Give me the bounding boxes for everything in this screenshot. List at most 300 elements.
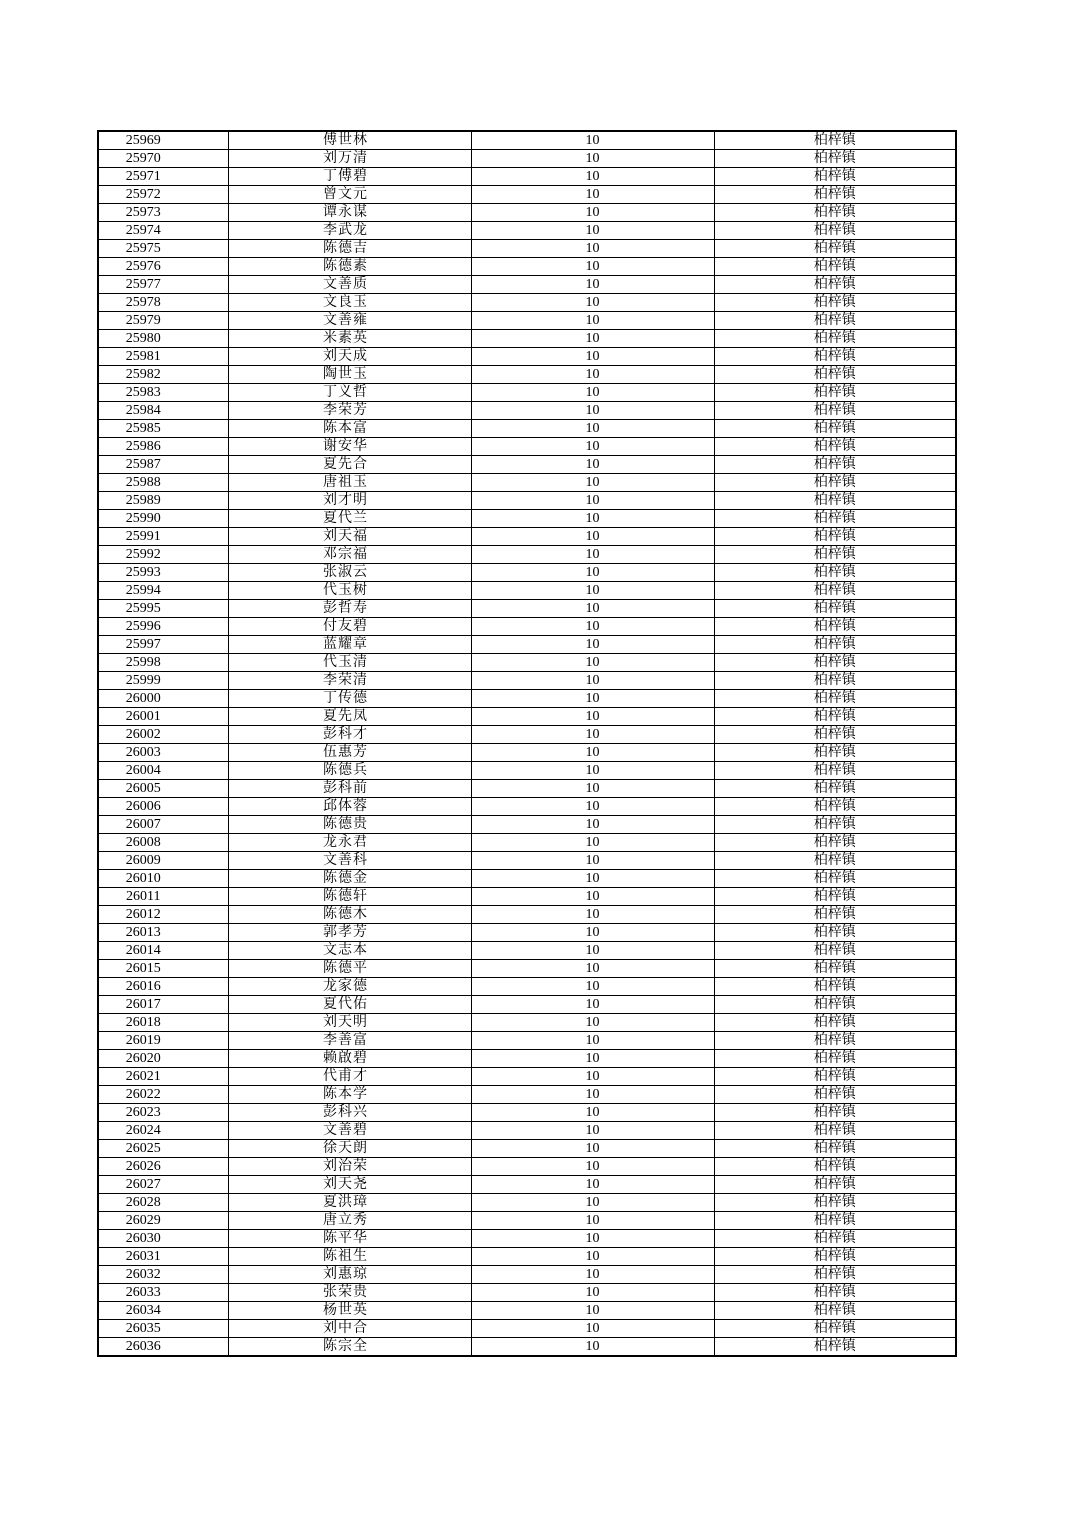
table-row bbox=[98, 1212, 956, 1230]
person-name-cell: 米素英 bbox=[228, 330, 471, 348]
serial-number-cell: 26010 bbox=[98, 870, 228, 888]
person-name-cell: 张荣贵 bbox=[228, 1284, 471, 1302]
serial-number-cell: 26022 bbox=[98, 1086, 228, 1104]
person-name-cell: 文良玉 bbox=[228, 294, 471, 312]
person-name-cell: 陈德素 bbox=[228, 258, 471, 276]
table-row bbox=[98, 186, 956, 204]
serial-number-cell: 25999 bbox=[98, 672, 228, 690]
serial-number-cell: 25979 bbox=[98, 312, 228, 330]
table-row bbox=[98, 384, 956, 402]
serial-number-cell: 26032 bbox=[98, 1266, 228, 1284]
amount-cell: 10 bbox=[471, 528, 714, 546]
amount-cell: 10 bbox=[471, 942, 714, 960]
person-name-cell: 代玉清 bbox=[228, 654, 471, 672]
table-row bbox=[98, 1176, 956, 1194]
town-cell: 柏梓镇 bbox=[714, 510, 956, 528]
town-cell: 柏梓镇 bbox=[714, 384, 956, 402]
person-name-cell: 杨世英 bbox=[228, 1302, 471, 1320]
serial-number-cell: 26021 bbox=[98, 1068, 228, 1086]
table-row bbox=[98, 222, 956, 240]
person-name-cell: 陈本学 bbox=[228, 1086, 471, 1104]
table-row bbox=[98, 942, 956, 960]
amount-cell: 10 bbox=[471, 1266, 714, 1284]
serial-number-cell: 25982 bbox=[98, 366, 228, 384]
person-name-cell: 蓝耀章 bbox=[228, 636, 471, 654]
amount-cell: 10 bbox=[471, 1158, 714, 1176]
town-cell: 柏梓镇 bbox=[714, 816, 956, 834]
person-name-cell: 陈平华 bbox=[228, 1230, 471, 1248]
town-cell: 柏梓镇 bbox=[714, 1230, 956, 1248]
person-name-cell: 伍惠芳 bbox=[228, 744, 471, 762]
person-name-cell: 唐祖玉 bbox=[228, 474, 471, 492]
table-row bbox=[98, 816, 956, 834]
serial-number-cell: 26000 bbox=[98, 690, 228, 708]
person-name-cell: 刘天尧 bbox=[228, 1176, 471, 1194]
town-cell: 柏梓镇 bbox=[714, 1302, 956, 1320]
amount-cell: 10 bbox=[471, 222, 714, 240]
person-name-cell: 彭科才 bbox=[228, 726, 471, 744]
town-cell: 柏梓镇 bbox=[714, 600, 956, 618]
amount-cell: 10 bbox=[471, 258, 714, 276]
person-name-cell: 李荣清 bbox=[228, 672, 471, 690]
serial-number-cell: 26017 bbox=[98, 996, 228, 1014]
table-row bbox=[98, 978, 956, 996]
amount-cell: 10 bbox=[471, 420, 714, 438]
town-cell: 柏梓镇 bbox=[714, 150, 956, 168]
table-row bbox=[98, 366, 956, 384]
table-row bbox=[98, 1140, 956, 1158]
person-name-cell: 夏先凤 bbox=[228, 708, 471, 726]
table-row bbox=[98, 258, 956, 276]
serial-number-cell: 25998 bbox=[98, 654, 228, 672]
amount-cell: 10 bbox=[471, 330, 714, 348]
person-name-cell: 刘天明 bbox=[228, 1014, 471, 1032]
serial-number-cell: 26011 bbox=[98, 888, 228, 906]
amount-cell: 10 bbox=[471, 312, 714, 330]
serial-number-cell: 25993 bbox=[98, 564, 228, 582]
amount-cell: 10 bbox=[471, 582, 714, 600]
table-row bbox=[98, 1320, 956, 1338]
town-cell: 柏梓镇 bbox=[714, 1032, 956, 1050]
amount-cell: 10 bbox=[471, 204, 714, 222]
amount-cell: 10 bbox=[471, 924, 714, 942]
serial-number-cell: 26024 bbox=[98, 1122, 228, 1140]
serial-number-cell: 25987 bbox=[98, 456, 228, 474]
amount-cell: 10 bbox=[471, 996, 714, 1014]
amount-cell: 10 bbox=[471, 654, 714, 672]
person-name-cell: 代玉树 bbox=[228, 582, 471, 600]
serial-number-cell: 25988 bbox=[98, 474, 228, 492]
town-cell: 柏梓镇 bbox=[714, 744, 956, 762]
serial-number-cell: 25983 bbox=[98, 384, 228, 402]
amount-cell: 10 bbox=[471, 888, 714, 906]
amount-cell: 10 bbox=[471, 474, 714, 492]
serial-number-cell: 26006 bbox=[98, 798, 228, 816]
town-cell: 柏梓镇 bbox=[714, 1266, 956, 1284]
amount-cell: 10 bbox=[471, 636, 714, 654]
amount-cell: 10 bbox=[471, 1176, 714, 1194]
table-row bbox=[98, 456, 956, 474]
serial-number-cell: 25981 bbox=[98, 348, 228, 366]
table-row bbox=[98, 1086, 956, 1104]
amount-cell: 10 bbox=[471, 1320, 714, 1338]
amount-cell: 10 bbox=[471, 816, 714, 834]
person-name-cell: 付友碧 bbox=[228, 618, 471, 636]
table-row bbox=[98, 708, 956, 726]
roster-table-body bbox=[98, 131, 956, 1356]
table-row bbox=[98, 1014, 956, 1032]
town-cell: 柏梓镇 bbox=[714, 834, 956, 852]
amount-cell: 10 bbox=[471, 834, 714, 852]
amount-cell: 10 bbox=[471, 546, 714, 564]
amount-cell: 10 bbox=[471, 852, 714, 870]
serial-number-cell: 25984 bbox=[98, 402, 228, 420]
town-cell: 柏梓镇 bbox=[714, 330, 956, 348]
person-name-cell: 夏代兰 bbox=[228, 510, 471, 528]
person-name-cell: 李荣芳 bbox=[228, 402, 471, 420]
town-cell: 柏梓镇 bbox=[714, 1158, 956, 1176]
person-name-cell: 傅世林 bbox=[228, 131, 471, 150]
table-row bbox=[98, 1266, 956, 1284]
amount-cell: 10 bbox=[471, 1194, 714, 1212]
person-name-cell: 代甫才 bbox=[228, 1068, 471, 1086]
person-name-cell: 刘治荣 bbox=[228, 1158, 471, 1176]
amount-cell: 10 bbox=[471, 906, 714, 924]
amount-cell: 10 bbox=[471, 672, 714, 690]
person-name-cell: 文善质 bbox=[228, 276, 471, 294]
person-name-cell: 曾文元 bbox=[228, 186, 471, 204]
person-name-cell: 郭孝芳 bbox=[228, 924, 471, 942]
amount-cell: 10 bbox=[471, 1212, 714, 1230]
serial-number-cell: 26012 bbox=[98, 906, 228, 924]
table-row bbox=[98, 1248, 956, 1266]
amount-cell: 10 bbox=[471, 1230, 714, 1248]
serial-number-cell: 26026 bbox=[98, 1158, 228, 1176]
amount-cell: 10 bbox=[471, 348, 714, 366]
amount-cell: 10 bbox=[471, 438, 714, 456]
town-cell: 柏梓镇 bbox=[714, 456, 956, 474]
table-row bbox=[98, 240, 956, 258]
person-name-cell: 唐立秀 bbox=[228, 1212, 471, 1230]
serial-number-cell: 25971 bbox=[98, 168, 228, 186]
town-cell: 柏梓镇 bbox=[714, 690, 956, 708]
person-name-cell: 丁义哲 bbox=[228, 384, 471, 402]
amount-cell: 10 bbox=[471, 762, 714, 780]
town-cell: 柏梓镇 bbox=[714, 1212, 956, 1230]
serial-number-cell: 25975 bbox=[98, 240, 228, 258]
person-name-cell: 陈宗全 bbox=[228, 1338, 471, 1357]
town-cell: 柏梓镇 bbox=[714, 708, 956, 726]
amount-cell: 10 bbox=[471, 168, 714, 186]
person-name-cell: 邓宗福 bbox=[228, 546, 471, 564]
table-row bbox=[98, 546, 956, 564]
table-row bbox=[98, 1122, 956, 1140]
table-row bbox=[98, 1194, 956, 1212]
town-cell: 柏梓镇 bbox=[714, 978, 956, 996]
table-row bbox=[98, 150, 956, 168]
amount-cell: 10 bbox=[471, 726, 714, 744]
town-cell: 柏梓镇 bbox=[714, 924, 956, 942]
serial-number-cell: 26008 bbox=[98, 834, 228, 852]
serial-number-cell: 26036 bbox=[98, 1338, 228, 1357]
person-name-cell: 陈德兵 bbox=[228, 762, 471, 780]
town-cell: 柏梓镇 bbox=[714, 1338, 956, 1357]
person-name-cell: 文志本 bbox=[228, 942, 471, 960]
serial-number-cell: 25969 bbox=[98, 131, 228, 150]
town-cell: 柏梓镇 bbox=[714, 168, 956, 186]
town-cell: 柏梓镇 bbox=[714, 294, 956, 312]
town-cell: 柏梓镇 bbox=[714, 798, 956, 816]
person-name-cell: 陈祖生 bbox=[228, 1248, 471, 1266]
town-cell: 柏梓镇 bbox=[714, 1086, 956, 1104]
table-row bbox=[98, 780, 956, 798]
town-cell: 柏梓镇 bbox=[714, 654, 956, 672]
town-cell: 柏梓镇 bbox=[714, 1014, 956, 1032]
table-row bbox=[98, 348, 956, 366]
amount-cell: 10 bbox=[471, 384, 714, 402]
person-name-cell: 陈德金 bbox=[228, 870, 471, 888]
town-cell: 柏梓镇 bbox=[714, 1140, 956, 1158]
person-name-cell: 李武龙 bbox=[228, 222, 471, 240]
person-name-cell: 丁傅碧 bbox=[228, 168, 471, 186]
amount-cell: 10 bbox=[471, 131, 714, 150]
person-name-cell: 夏洪璋 bbox=[228, 1194, 471, 1212]
amount-cell: 10 bbox=[471, 366, 714, 384]
person-name-cell: 彭科前 bbox=[228, 780, 471, 798]
serial-number-cell: 25989 bbox=[98, 492, 228, 510]
amount-cell: 10 bbox=[471, 1338, 714, 1357]
serial-number-cell: 26030 bbox=[98, 1230, 228, 1248]
table-row bbox=[98, 168, 956, 186]
amount-cell: 10 bbox=[471, 870, 714, 888]
table-row bbox=[98, 834, 956, 852]
amount-cell: 10 bbox=[471, 402, 714, 420]
person-name-cell: 刘天成 bbox=[228, 348, 471, 366]
town-cell: 柏梓镇 bbox=[714, 1104, 956, 1122]
amount-cell: 10 bbox=[471, 600, 714, 618]
town-cell: 柏梓镇 bbox=[714, 780, 956, 798]
town-cell: 柏梓镇 bbox=[714, 672, 956, 690]
table-row bbox=[98, 131, 956, 150]
person-name-cell: 夏代佑 bbox=[228, 996, 471, 1014]
person-name-cell: 彭科兴 bbox=[228, 1104, 471, 1122]
person-name-cell: 邱体蓉 bbox=[228, 798, 471, 816]
table-row bbox=[98, 600, 956, 618]
person-name-cell: 徐天朗 bbox=[228, 1140, 471, 1158]
person-name-cell: 刘天福 bbox=[228, 528, 471, 546]
table-row bbox=[98, 294, 956, 312]
town-cell: 柏梓镇 bbox=[714, 618, 956, 636]
town-cell: 柏梓镇 bbox=[714, 438, 956, 456]
serial-number-cell: 25986 bbox=[98, 438, 228, 456]
town-cell: 柏梓镇 bbox=[714, 1050, 956, 1068]
town-cell: 柏梓镇 bbox=[714, 1194, 956, 1212]
amount-cell: 10 bbox=[471, 1140, 714, 1158]
amount-cell: 10 bbox=[471, 294, 714, 312]
serial-number-cell: 26013 bbox=[98, 924, 228, 942]
town-cell: 柏梓镇 bbox=[714, 1068, 956, 1086]
amount-cell: 10 bbox=[471, 186, 714, 204]
serial-number-cell: 25992 bbox=[98, 546, 228, 564]
table-row bbox=[98, 798, 956, 816]
person-name-cell: 龙家德 bbox=[228, 978, 471, 996]
amount-cell: 10 bbox=[471, 690, 714, 708]
person-name-cell: 文善碧 bbox=[228, 1122, 471, 1140]
person-name-cell: 张淑云 bbox=[228, 564, 471, 582]
town-cell: 柏梓镇 bbox=[714, 402, 956, 420]
person-name-cell: 丁传德 bbox=[228, 690, 471, 708]
serial-number-cell: 26023 bbox=[98, 1104, 228, 1122]
amount-cell: 10 bbox=[471, 492, 714, 510]
serial-number-cell: 26029 bbox=[98, 1212, 228, 1230]
table-row bbox=[98, 960, 956, 978]
table-row bbox=[98, 996, 956, 1014]
town-cell: 柏梓镇 bbox=[714, 906, 956, 924]
serial-number-cell: 26018 bbox=[98, 1014, 228, 1032]
amount-cell: 10 bbox=[471, 618, 714, 636]
serial-number-cell: 26033 bbox=[98, 1284, 228, 1302]
table-row bbox=[98, 474, 956, 492]
town-cell: 柏梓镇 bbox=[714, 258, 956, 276]
table-row bbox=[98, 924, 956, 942]
roster-table bbox=[97, 130, 957, 1357]
serial-number-cell: 26004 bbox=[98, 762, 228, 780]
table-row bbox=[98, 1068, 956, 1086]
amount-cell: 10 bbox=[471, 1050, 714, 1068]
table-row bbox=[98, 510, 956, 528]
serial-number-cell: 25991 bbox=[98, 528, 228, 546]
town-cell: 柏梓镇 bbox=[714, 276, 956, 294]
serial-number-cell: 25997 bbox=[98, 636, 228, 654]
serial-number-cell: 26020 bbox=[98, 1050, 228, 1068]
person-name-cell: 文善科 bbox=[228, 852, 471, 870]
table-row bbox=[98, 564, 956, 582]
town-cell: 柏梓镇 bbox=[714, 420, 956, 438]
table-row bbox=[98, 636, 956, 654]
table-row bbox=[98, 762, 956, 780]
table-row bbox=[98, 276, 956, 294]
table-row bbox=[98, 1302, 956, 1320]
serial-number-cell: 26002 bbox=[98, 726, 228, 744]
table-row bbox=[98, 330, 956, 348]
amount-cell: 10 bbox=[471, 1068, 714, 1086]
town-cell: 柏梓镇 bbox=[714, 474, 956, 492]
town-cell: 柏梓镇 bbox=[714, 762, 956, 780]
table-row bbox=[98, 744, 956, 762]
amount-cell: 10 bbox=[471, 510, 714, 528]
serial-number-cell: 26034 bbox=[98, 1302, 228, 1320]
table-row bbox=[98, 582, 956, 600]
table-row bbox=[98, 726, 956, 744]
amount-cell: 10 bbox=[471, 978, 714, 996]
town-cell: 柏梓镇 bbox=[714, 852, 956, 870]
town-cell: 柏梓镇 bbox=[714, 582, 956, 600]
table-row bbox=[98, 420, 956, 438]
town-cell: 柏梓镇 bbox=[714, 1176, 956, 1194]
town-cell: 柏梓镇 bbox=[714, 960, 956, 978]
town-cell: 柏梓镇 bbox=[714, 996, 956, 1014]
person-name-cell: 赖啟碧 bbox=[228, 1050, 471, 1068]
table-row bbox=[98, 492, 956, 510]
amount-cell: 10 bbox=[471, 240, 714, 258]
town-cell: 柏梓镇 bbox=[714, 942, 956, 960]
amount-cell: 10 bbox=[471, 744, 714, 762]
serial-number-cell: 25972 bbox=[98, 186, 228, 204]
person-name-cell: 夏先合 bbox=[228, 456, 471, 474]
table-row bbox=[98, 852, 956, 870]
serial-number-cell: 26014 bbox=[98, 942, 228, 960]
serial-number-cell: 25980 bbox=[98, 330, 228, 348]
table-row bbox=[98, 1158, 956, 1176]
town-cell: 柏梓镇 bbox=[714, 564, 956, 582]
serial-number-cell: 25990 bbox=[98, 510, 228, 528]
amount-cell: 10 bbox=[471, 1122, 714, 1140]
serial-number-cell: 25970 bbox=[98, 150, 228, 168]
table-row bbox=[98, 402, 956, 420]
amount-cell: 10 bbox=[471, 456, 714, 474]
table-row bbox=[98, 1338, 956, 1357]
table-row bbox=[98, 1104, 956, 1122]
table-row bbox=[98, 654, 956, 672]
town-cell: 柏梓镇 bbox=[714, 546, 956, 564]
serial-number-cell: 25995 bbox=[98, 600, 228, 618]
table-row bbox=[98, 870, 956, 888]
person-name-cell: 文善雍 bbox=[228, 312, 471, 330]
serial-number-cell: 26028 bbox=[98, 1194, 228, 1212]
town-cell: 柏梓镇 bbox=[714, 204, 956, 222]
serial-number-cell: 26031 bbox=[98, 1248, 228, 1266]
amount-cell: 10 bbox=[471, 1104, 714, 1122]
amount-cell: 10 bbox=[471, 708, 714, 726]
town-cell: 柏梓镇 bbox=[714, 186, 956, 204]
table-row bbox=[98, 1050, 956, 1068]
serial-number-cell: 25985 bbox=[98, 420, 228, 438]
serial-number-cell: 26035 bbox=[98, 1320, 228, 1338]
amount-cell: 10 bbox=[471, 1032, 714, 1050]
table-row bbox=[98, 528, 956, 546]
person-name-cell: 刘才明 bbox=[228, 492, 471, 510]
amount-cell: 10 bbox=[471, 1284, 714, 1302]
serial-number-cell: 26005 bbox=[98, 780, 228, 798]
person-name-cell: 谢安华 bbox=[228, 438, 471, 456]
town-cell: 柏梓镇 bbox=[714, 240, 956, 258]
table-row bbox=[98, 204, 956, 222]
town-cell: 柏梓镇 bbox=[714, 366, 956, 384]
person-name-cell: 刘万清 bbox=[228, 150, 471, 168]
table-row bbox=[98, 1032, 956, 1050]
person-name-cell: 陈德吉 bbox=[228, 240, 471, 258]
table-row bbox=[98, 906, 956, 924]
serial-number-cell: 25977 bbox=[98, 276, 228, 294]
person-name-cell: 陈德贵 bbox=[228, 816, 471, 834]
amount-cell: 10 bbox=[471, 1014, 714, 1032]
town-cell: 柏梓镇 bbox=[714, 222, 956, 240]
town-cell: 柏梓镇 bbox=[714, 1320, 956, 1338]
table-row bbox=[98, 438, 956, 456]
amount-cell: 10 bbox=[471, 780, 714, 798]
serial-number-cell: 25996 bbox=[98, 618, 228, 636]
serial-number-cell: 25974 bbox=[98, 222, 228, 240]
person-name-cell: 彭哲寿 bbox=[228, 600, 471, 618]
serial-number-cell: 26016 bbox=[98, 978, 228, 996]
table-row bbox=[98, 1230, 956, 1248]
serial-number-cell: 26007 bbox=[98, 816, 228, 834]
person-name-cell: 陈德平 bbox=[228, 960, 471, 978]
town-cell: 柏梓镇 bbox=[714, 1284, 956, 1302]
serial-number-cell: 25973 bbox=[98, 204, 228, 222]
town-cell: 柏梓镇 bbox=[714, 636, 956, 654]
person-name-cell: 刘中合 bbox=[228, 1320, 471, 1338]
